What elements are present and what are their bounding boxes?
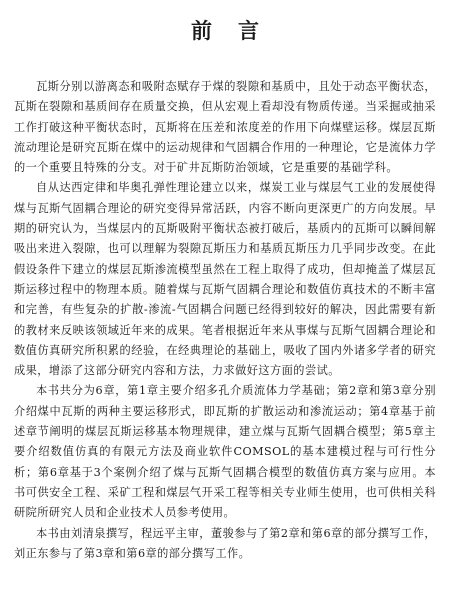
paragraph-1: 瓦斯分别以游离态和吸附态赋存于煤的裂隙和基质中，且处于动态平衡状态，瓦斯在裂隙和基质间存在质量交换，但从宏观上看却没有物质传递。当采掘或抽采工作打破这种平衡状态时，瓦斯将在压差和浓度差的作用下向煤壁运移。煤层瓦斯流动理论是研究瓦斯在煤中的运动规律和气固耦合作用的一种理论，它是流体力学的一个重要且特殊的分支。对于矿井瓦斯防治领域，它是重要的基础学科。: [14, 80, 436, 175]
paragraph-3: 本书共分为6章，第1章主要介绍多孔介质流体力学基础；第2章和第3章分别介绍煤中瓦斯的两种主要运移形式，即瓦斯的扩散运动和渗流运动；第4章基于前述章节阐明的煤层瓦斯运移基本物理规律，建立煤与瓦斯气固耦合模型；第5章主要介绍数值仿真的有限元方法及商业软件COMSOL的基本建模过程与可行性分析；第6章基于3个案例介绍了煤与瓦斯气固耦合模型的数值仿真方案与应用。本书可供安全工程、采矿工程和煤层气开采工程等相关专业师生使用，也可供相关科研院所研究人员和企业技术人员参考使用。: [14, 384, 436, 520]
page-title: 前言: [191, 18, 285, 43]
paragraph-2: 自从达西定律和毕奥孔弹性理论建立以来，煤炭工业与煤层气工业的发展使得煤与瓦斯气固耦合理论的研究变得异常活跃，内容不断向更深更广的方向发展。早期的研究认为，当煤层内的瓦斯吸附平衡状态被打破后，基质内的瓦斯可以瞬间解吸出来进入裂隙，也可以理解为裂隙瓦斯压力和基质瓦斯压力几乎同步改变。在此假设条件下建立的煤层瓦斯渗流模型虽然在工程上取得了成功，但却掩盖了煤层瓦斯运移过程中的物理本质。随着煤与瓦斯气固耦合理论和数值仿真技术的不断丰富和完善，有些复杂的扩散-渗流-气固耦合问题已经得到较好的解决，因此需要有新的教材来反映该领域近年来的成果。笔者根据近年来从事煤与瓦斯气固耦合理论和数值仿真研究所积累的经验，在经典理论的基础上，吸收了国内外诸多学者的研究成果，增添了这部分研究内容和方法，力求做好这方面的尝试。: [14, 181, 436, 378]
paragraph-4: 本书由刘清泉撰写，程远平主审，董骏参与了第2章和第6章的部分撰写工作，刘正东参与了第3章和第6章的部分撰写工作。: [14, 526, 436, 560]
